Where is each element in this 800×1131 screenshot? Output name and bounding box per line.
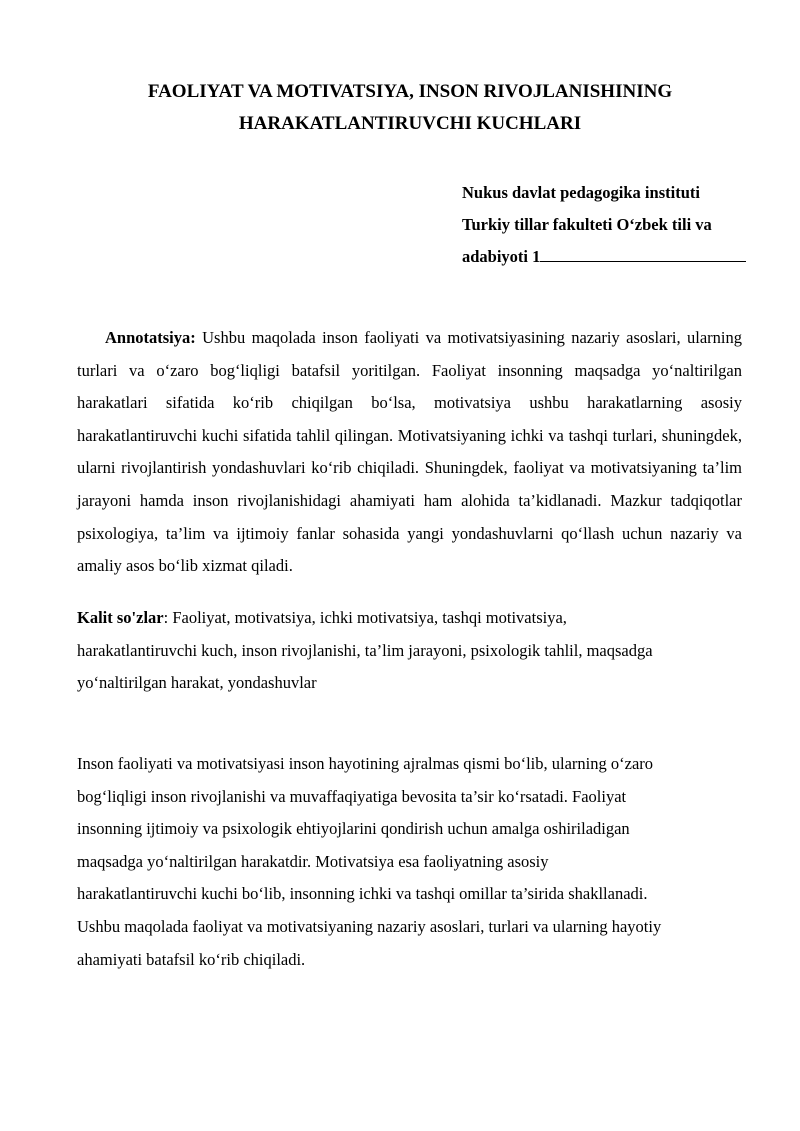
keywords-line-1 bbox=[77, 602, 757, 635]
keywords-line-3: yo‘naltirilgan harakat, yondashuvlar bbox=[77, 673, 317, 693]
affiliation-line-3-text: adabiyoti 1 bbox=[462, 247, 541, 266]
abstract-text: Ushbu maqolada inson faoliyati va motivatsiyasining nazariy asoslari, ularning turlari va o‘zaro bog‘liqligi batafsil yoritilgan. Faoliyat insonning maqsadga yo‘naltirilgan harakatlari sifatida ko‘rib chiqilgan bo‘lsa, motivatsiya ushbu harakatlarning asosiy harakatlantiruvchi kuchi sifatida tahlil qilingan. Motivatsiyaning ichki va tashqi turlari, shuningdek, ularni rivojlantirish yondashuvlari ko‘rib chiqiladi. Shuningdek, faoliyat va motivatsiyaning ta’lim jarayoni hamda inson rivojlanishidagi ahamiyati ham alohida ta’kidlanadi. Mazkur tadqiqotlar psixologiya, ta’lim va ijtimoiy fanlar sohasida yangi yondashuvlarni qo‘llash uchun nazariy va amaliy asos bo‘lib xizmat qiladi. bbox=[77, 328, 742, 576]
keywords-line-1-text: : Faoliyat, motivatsiya, ichki motivatsiya, tashqi motivatsiya, bbox=[163, 608, 567, 627]
intro-line-2: bog‘liqligi inson rivojlanishi va muvaffaqiyatiga bevosita ta’sir ko‘rsatadi. Faoliyat bbox=[77, 786, 627, 806]
blank-underline bbox=[540, 243, 746, 262]
intro-line-6: Ushbu maqolada faoliyat va motivatsiyaning nazariy asoslari, turlari va ularning hayotiy bbox=[77, 916, 662, 936]
intro-line-1: Inson faoliyati va motivatsiyasi inson hayotining ajralmas qismi bo‘lib, ularning o‘zaro bbox=[77, 754, 654, 773]
intro-line-3: insonning ijtimoiy va psixologik ehtiyojlarini qondirish uchun amalga oshiriladigan bbox=[77, 819, 630, 839]
intro-paragraph bbox=[77, 748, 757, 976]
keywords-line-2: harakatlantiruvchi kuch, inson rivojlanishi, ta’lim jarayoni, psixologik tahlil, maqsadga bbox=[77, 640, 653, 660]
title-line-1: FAOLIYAT VA MOTIVATSIYA, INSON RIVOJLANISHINING bbox=[147, 81, 673, 102]
author-affiliation bbox=[462, 177, 772, 273]
intro-line-7: ahamiyati batafsil ko‘rib chiqiladi. bbox=[77, 949, 306, 969]
intro-line-4: maqsadga yo‘naltirilgan harakatdir. Motivatsiya esa faoliyatning asosiy bbox=[77, 851, 549, 871]
document-title bbox=[60, 76, 760, 140]
abstract-paragraph bbox=[77, 322, 742, 583]
keywords-paragraph bbox=[77, 602, 757, 700]
title-line-2: HARAKATLANTIRUVCHI KUCHLARI bbox=[238, 113, 582, 134]
affiliation-line-3 bbox=[462, 241, 772, 273]
affiliation-line-2: Turkiy tillar fakulteti O‘zbek tili va bbox=[462, 215, 712, 234]
abstract-label: Annotatsiya: bbox=[105, 328, 196, 347]
affiliation-line-1: Nukus davlat pedagogika instituti bbox=[462, 183, 700, 202]
intro-line-5: harakatlantiruvchi kuchi bo‘lib, insonning ichki va tashqi omillar ta’sirida shakllanadi. bbox=[77, 884, 648, 904]
keywords-label: Kalit so'zlar bbox=[77, 608, 164, 627]
